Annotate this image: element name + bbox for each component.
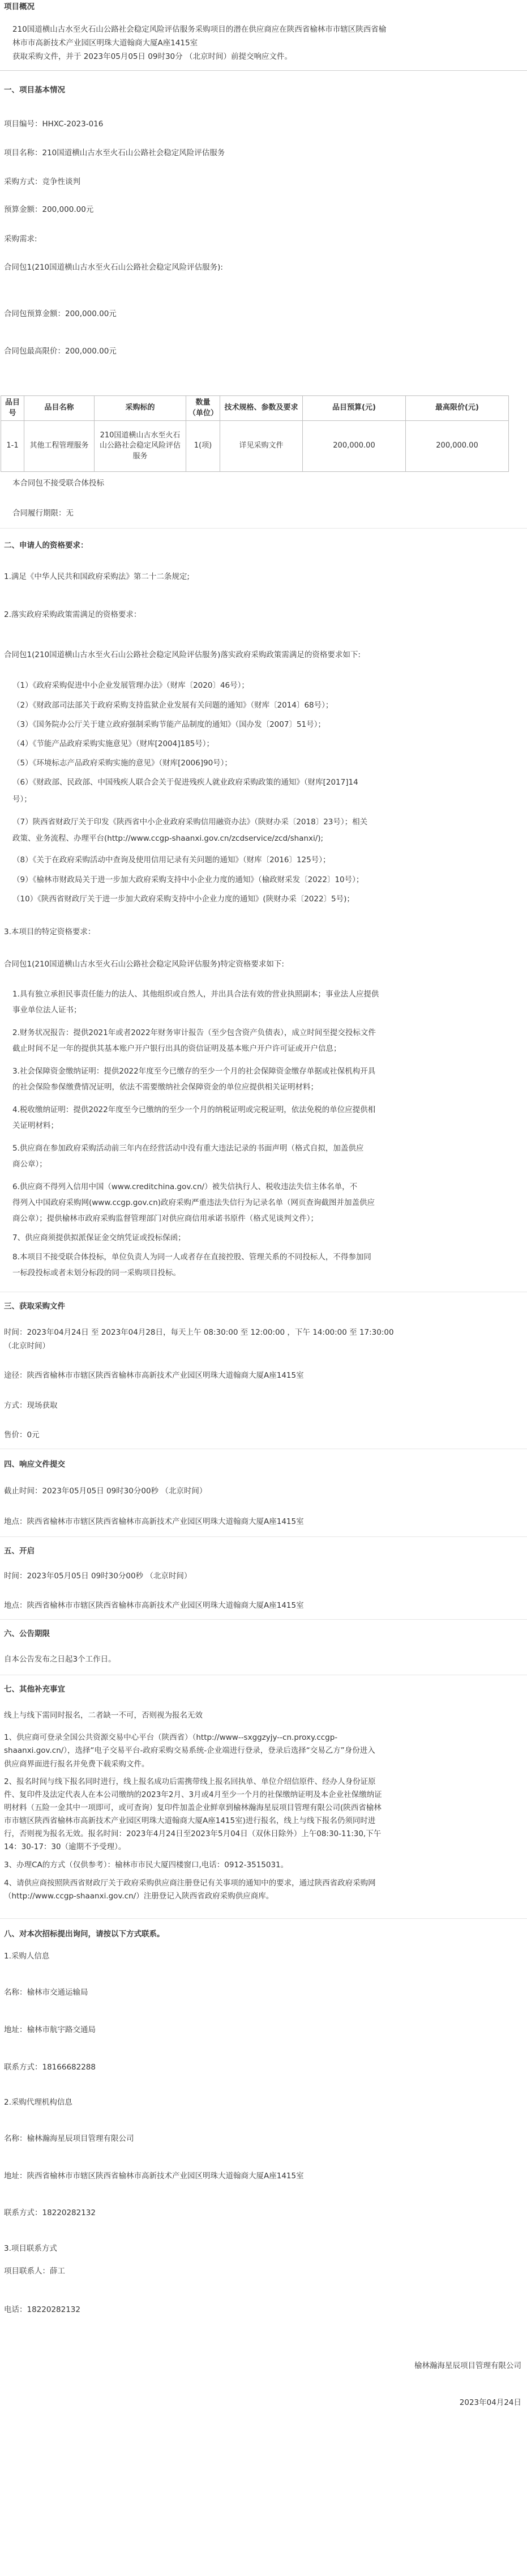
qualification-p5: 合同包1(210国道横山古水至火石山公路社会稳定风险评估服务)特定资格要求如下: <box>4 960 284 969</box>
qualification-p1: 1.满足《中华人民共和国政府采购法》第二十二条规定; <box>4 572 190 581</box>
specific-requirement-line: 1.具有独立承担民事责任能力的法人、其他组织或自然人，并出具合法有效的营业执照副本；事业法人应提供 <box>12 990 379 999</box>
table-cell: 其他工程管理服务 <box>24 421 95 472</box>
section-1-heading: 一、项目基本情况 <box>4 86 65 95</box>
supplement-line: shaanxi.gov.cn/），选择“电子交易平台-政府采购交易系统-企业端进行登录，登录后选择“交易乙方”身份进入 <box>4 1746 375 1755</box>
supplement-line: 市市辖区陕西省榆林市高新技术产业园区明珠大道翰商大厦A座1415室)进行报名，线上与线下报名仍须同时进 <box>4 1816 376 1825</box>
project-name: 项目名称：210国道横山古水至火石山公路社会稳定风险评估服务 <box>4 148 225 157</box>
project-contact-phone: 电话：18220282132 <box>4 2305 80 2314</box>
supplement-line: 件、复印件及法定代表人在本公司缴纳的2023年2月、3月或4月至少一个月的社保缴纳证明及本企业社保缴纳证 <box>4 1790 382 1799</box>
supplement-line: （http://www.ccgp-shaanxi.gov.cn/）注册登记入陕西省政府采购供应商库。 <box>4 1892 274 1901</box>
section-7-heading: 七、其他补充事宜 <box>4 1685 65 1694</box>
supplement-line: 供应商界面进行报名并免费下载采购文件。 <box>4 1760 149 1769</box>
specific-requirement-line: 6.供应商不得列入信用中国（www.creditchina.gov.cn/）被失信执行人、税收违法失信主体名单，不 <box>12 1182 358 1191</box>
policy-item: （5）《环境标志产品政府采购实施的意见》（财库[2006]90号）； <box>12 759 232 768</box>
specific-requirement-line: 事业单位法人证书； <box>12 1006 82 1015</box>
table-cell: 200,000.00 <box>406 421 509 472</box>
supplement-line: 14：30-17：30（逾期不予受理）。 <box>4 1842 126 1851</box>
opening-time: 时间：2023年05月05日 09时30分00秒 （北京时间） <box>4 1572 192 1581</box>
purchaser-title: 1.采购人信息 <box>4 1952 50 1961</box>
document-price: 售价：0元 <box>4 1430 40 1440</box>
items-table <box>1 395 509 472</box>
purchaser-address: 地址：榆林市航宇路交通局 <box>4 2025 96 2034</box>
table-header-cell: 品目名称 <box>24 396 95 421</box>
purchaser-name: 名称：榆林市交通运输局 <box>4 1988 88 1997</box>
package-max-price: 合同包最高限价：200,000.00元 <box>4 347 117 356</box>
procurement-method: 采购方式：竞争性谈判 <box>4 177 80 186</box>
divider <box>0 70 527 71</box>
policy-item: （2）《财政部司法部关于政府采购支持监狱企业发展有关问题的通知》（财库〔2014〕68号）； <box>12 701 333 710</box>
section-3-heading: 三、获取采购文件 <box>4 1302 65 1311</box>
agency-address: 地址：陕西省榆林市市辖区陕西省榆林市高新技术产业园区明珠大道翰商大厦A座1415室 <box>4 2171 304 2181</box>
specific-requirement-line: 得列入中国政府采购网(www.ccgp.gov.cn)政府采购严重违法失信行为记录名单（网页查询截图并加盖供应 <box>12 1198 375 1207</box>
overview-line-2: 林市市高新技术产业园区明珠大道翰商大厦A座1415室 <box>12 39 198 48</box>
table-header-cell: 采购标的 <box>95 396 186 421</box>
opening-place: 地点：陕西省榆林市市辖区陕西省榆林市高新技术产业园区明珠大道翰商大厦A座1415室 <box>4 1601 304 1610</box>
policy-item: （3）《国务院办公厅关于建立政府强制采购节能产品制度的通知》（国办发〔2007〕51号）； <box>12 720 325 729</box>
requirements-label: 采购需求: <box>4 235 37 244</box>
agency-phone: 联系方式：18220282132 <box>4 2208 96 2217</box>
divider <box>0 528 527 529</box>
specific-requirement-line: 关证明材料； <box>12 1121 58 1130</box>
supplement-line: 线上与线下需同时报名，二者缺一不可，否则视为报名无效 <box>4 1711 203 1720</box>
section-2-heading: 二、申请人的资格要求： <box>4 541 88 550</box>
acquisition-way: 方式：现场获取 <box>4 1401 58 1410</box>
agency-name: 名称：榆林瀚海星辰项目管理有限公司 <box>4 2134 134 2143</box>
table-header-cell: 品目预算(元) <box>303 396 406 421</box>
divider <box>0 1536 527 1537</box>
divider <box>0 1619 527 1620</box>
table-cell: 200,000.00 <box>303 421 406 472</box>
submission-place: 地点：陕西省榆林市市辖区陕西省榆林市高新技术产业园区明珠大道翰商大厦A座1415室 <box>4 1517 304 1526</box>
divider <box>0 1918 527 1919</box>
table-row <box>1 421 509 472</box>
supplement-line: 1、供应商可登录全国公共资源交易中心平台（陕西省）（http://www--sxggzyjy--cn.proxy.ccgp- <box>4 1733 338 1742</box>
specific-requirement-line: 商公章）；提供榆林市政府采购监督管理部门对供应商信用承诺书原件（格式见谈判文件）； <box>12 1214 318 1223</box>
section-8-heading: 八、对本次招标提出询问，请按以下方式联系。 <box>4 1930 165 1939</box>
agency-title: 2.采购代理机构信息 <box>4 2098 72 2107</box>
specific-requirement-line: 商公章）； <box>12 1160 47 1169</box>
specific-requirement-line: 2.财务状况报告：提供2021年或者2022年财务审计报告（至少包含资产负债表），成立时间至提交投标文件 <box>12 1028 376 1037</box>
table-header-cell: 数量（单位） <box>186 396 220 421</box>
overview-line-3: 获取采购文件，并于 2023年05月05日 09时30分 （北京时间）前提交响应文件。 <box>12 52 292 61</box>
specific-requirement-line: 4.税收缴纳证明：提供2022年度至今已缴纳的至少一个月的纳税证明或完税证明，依法免税的单位应提供相 <box>12 1105 376 1114</box>
acquisition-time: 时间：2023年04月24日 至 2023年04月28日，每天上午 08:30:00 至 12:00:00 ，下午 14:00:00 至 17:30:00 <box>4 1328 394 1337</box>
purchaser-phone: 联系方式：18166682288 <box>4 2063 96 2072</box>
policy-item: （7）陕西省财政厅关于印发《陕西省中小企业政府采购信用融资办法》（陕财办采〔2018〕23号）；相关 <box>12 817 368 827</box>
consortium-note: 本合同包不接受联合体投标 <box>12 479 104 488</box>
supplement-line: 明材料（五险一金其中一项即可，或可查询）复印件加盖企业鲜章到榆林瀚海星辰项目管理有限公司(陕西省榆林 <box>4 1803 382 1812</box>
package-budget: 合同包预算金额：200,000.00元 <box>4 309 117 318</box>
contract-period: 合同履行期限：无 <box>12 509 74 518</box>
table-cell: 210国道横山古水至火石山公路社会稳定风险评估服务 <box>95 421 186 472</box>
specific-requirement-line: 的社会保险参保缴费情况证明，依法不需要缴纳社会保障资金的单位应提供相关证明材料； <box>12 1083 318 1092</box>
budget-amount: 预算金额：200,000.00元 <box>4 205 94 214</box>
table-cell: 1-1 <box>1 421 24 472</box>
package-title: 合同包1(210国道横山古水至火石山公路社会稳定风险评估服务): <box>4 263 223 272</box>
table-cell: 1(项) <box>186 421 220 472</box>
policy-item: （8）《关于在政府采购活动中查询及使用信用记录有关问题的通知》（财库〔2016〕125号）； <box>12 855 331 865</box>
notice-period: 自本公告发布之日起3个工作日。 <box>4 1655 116 1664</box>
specific-requirement-line: 8.本项目不接受联合体投标，单位负责人为同一人或者存在直接控股、管理关系的不同投标人，不得参加同 <box>12 1253 371 1262</box>
acquisition-time-zone: （北京时间） <box>4 1342 50 1351</box>
specific-requirement-line: 7、供应商须提供拟派保证金交纳凭证或投标保函； <box>12 1233 186 1242</box>
project-contact-person: 项目联系人：薛工 <box>4 2267 65 2276</box>
specific-requirement-line: 5.供应商在参加政府采购活动前三年内在经营活动中没有重大违法记录的书面声明（格式自拟，加盖供应 <box>12 1144 364 1153</box>
table-header-cell: 最高限价(元) <box>406 396 509 421</box>
qualification-p2: 2.落实政府采购政策需满足的资格要求： <box>4 610 142 619</box>
footer-company: 榆林瀚海星辰项目管理有限公司 <box>414 2361 521 2370</box>
qualification-p3: 合同包1(210国道横山古水至火石山公路社会稳定风险评估服务)落实政府采购政策需满足的资格要求如下: <box>4 650 361 659</box>
table-cell: 详见采购文件 <box>220 421 303 472</box>
table-header-row <box>1 396 509 421</box>
section-5-heading: 五、开启 <box>4 1547 35 1556</box>
supplement-line: 4、请供应商按照陕西省财政厅关于政府采购供应商注册登记有关事项的通知中的要求，通过陕西省政府采购网 <box>4 1879 376 1888</box>
table-header-cell: 技术规格、参数及要求 <box>220 396 303 421</box>
supplement-line: 行，否则视为报名无效。报名时间：2023年4月24日至2023年5月04日（双休日除外）上午08:30-11:30,下午 <box>4 1829 382 1838</box>
supplement-line: 2、报名时间与线下报名同时进行，线上报名成功后需携带线上报名回执单、单位介绍信原件、经办人身份证原 <box>4 1777 376 1786</box>
supplement-line: 3、办理CA的方式（仅供参考）：榆林市市民大厦四楼窗口,电话：0912-3515031。 <box>4 1860 289 1870</box>
policy-item: （4）《节能产品政府采购实施意见》（财库[2004]185号）； <box>12 739 214 748</box>
qualification-p4: 3.本项目的特定资格要求： <box>4 927 96 936</box>
specific-requirement-line: 3.社会保障资金缴纳证明：提供2022年度至今已缴存的至少一个月的社会保障资金缴存单据或社保机构开具 <box>12 1067 376 1076</box>
footer-date: 2023年04月24日 <box>459 2398 521 2407</box>
policy-item: （1）《政府采购促进中小企业发展管理办法》（财库〔2020〕46号）； <box>12 681 249 690</box>
specific-requirement-line: 截止时间不足一年的提供其基本账户开户银行出具的资信证明及基本账户开户许可证或开户信息； <box>12 1044 341 1053</box>
policy-item: （6）《财政部、民政部、中国残疾人联合会关于促进残疾人就业政府采购政策的通知》（财库[2017]14 <box>12 778 358 787</box>
project-contact-title: 3.项目联系方式 <box>4 2244 57 2253</box>
specific-requirement-line: 一标段投标或者未划分标段的同一采购项目投标。 <box>12 1268 181 1278</box>
section-4-heading: 四、响应文件提交 <box>4 1460 65 1469</box>
policy-item: （9）《榆林市财政局关于进一步加大政府采购支持中小企业力度的通知》（榆政财采发〔2022〕10号）； <box>12 875 364 884</box>
section-6-heading: 六、公告期限 <box>4 1629 50 1638</box>
table-header-cell: 品目号 <box>1 396 24 421</box>
policy-item: （10）《陕西省财政厅关于进一步加大政府采购支持中小企业力度的通知》(陕财办采〔2022〕5号)； <box>12 895 354 904</box>
submission-deadline: 截止时间：2023年05月05日 09时30分00秒 （北京时间） <box>4 1487 207 1496</box>
overview-line-1: 210国道横山古水至火石山公路社会稳定风险评估服务采购项目的潜在供应商应在陕西省榆林市市辖区陕西省榆 <box>12 25 387 34</box>
project-number: 项目编号：HHXC-2023-016 <box>4 120 104 129</box>
policy-item: 号）； <box>12 795 32 804</box>
acquisition-place: 途径：陕西省榆林市市辖区陕西省榆林市高新技术产业园区明珠大道翰商大厦A座1415室 <box>4 1371 304 1380</box>
policy-item: 政策、业务流程、办理平台(http://www.ccgp-shaanxi.gov.cn/zcdservice/zcd/shanxi/); <box>12 834 324 843</box>
overview-heading: 项目概况 <box>4 2 35 11</box>
